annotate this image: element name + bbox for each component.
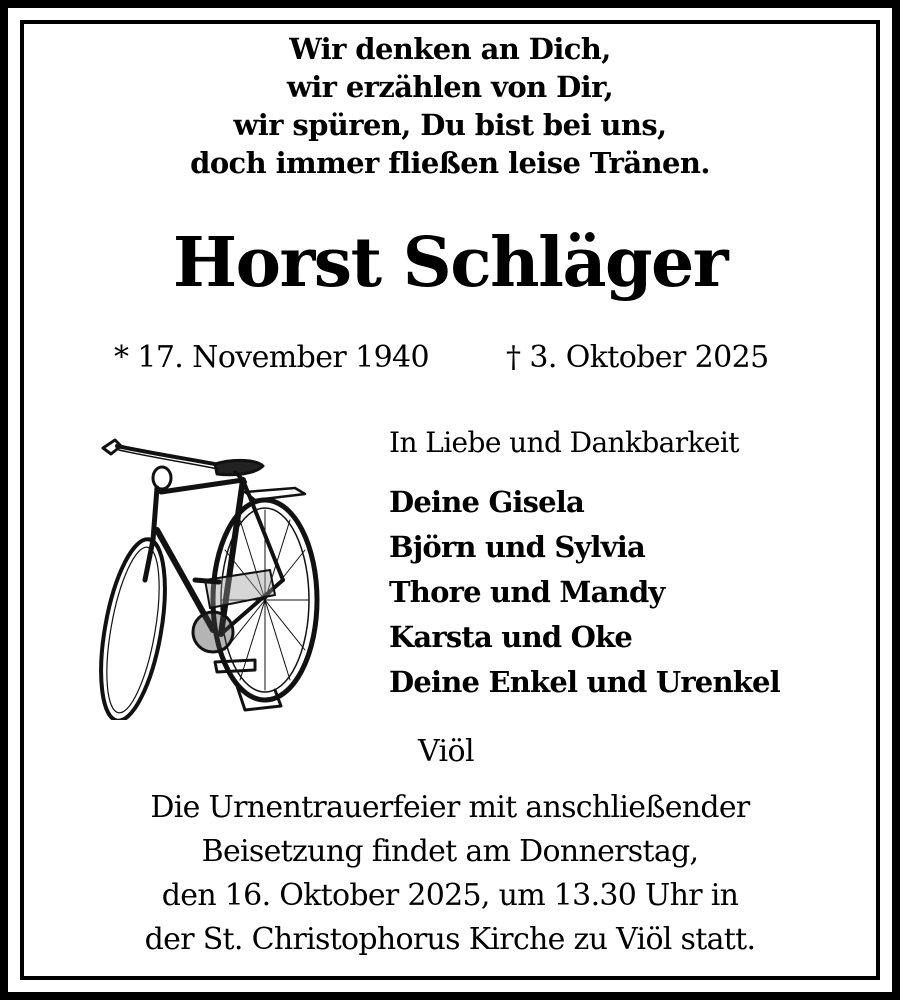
mourner-name: Thore und Mandy <box>389 575 665 609</box>
birth-date: * 17. November 1940 <box>114 340 430 375</box>
dedication-text: In Liebe und Dankbarkeit <box>389 426 739 459</box>
mourner-name: Deine Gisela <box>389 485 585 519</box>
poem-line: wir spüren, Du bist bei uns, <box>233 108 667 142</box>
service-line: Beisetzung findet am Donnerstag, <box>201 834 699 869</box>
service-line: Die Urnentrauerfeier mit anschließender <box>150 790 750 825</box>
mourners-list <box>389 480 780 705</box>
service-line: der St. Christophorus Kirche zu Viöl statt. <box>144 922 756 957</box>
poem-line: wir erzählen von Dir, <box>286 70 614 104</box>
poem-line: doch immer fließen leise Tränen. <box>190 146 710 180</box>
place-name: Viöl <box>418 734 474 769</box>
mourner-name: Deine Enkel und Urenkel <box>389 665 780 699</box>
memorial-poem <box>0 30 900 182</box>
poem-line: Wir denken an Dich, <box>289 32 611 66</box>
deceased-name: Horst Schläger <box>172 223 728 303</box>
service-announcement <box>0 786 900 962</box>
bicycle-icon <box>95 430 335 720</box>
mourner-name: Karsta und Oke <box>389 620 633 654</box>
service-line: den 16. Oktober 2025, um 13.30 Uhr in <box>161 878 739 913</box>
mourner-name: Björn und Sylvia <box>389 530 646 564</box>
death-date: † 3. Oktober 2025 <box>506 340 769 375</box>
